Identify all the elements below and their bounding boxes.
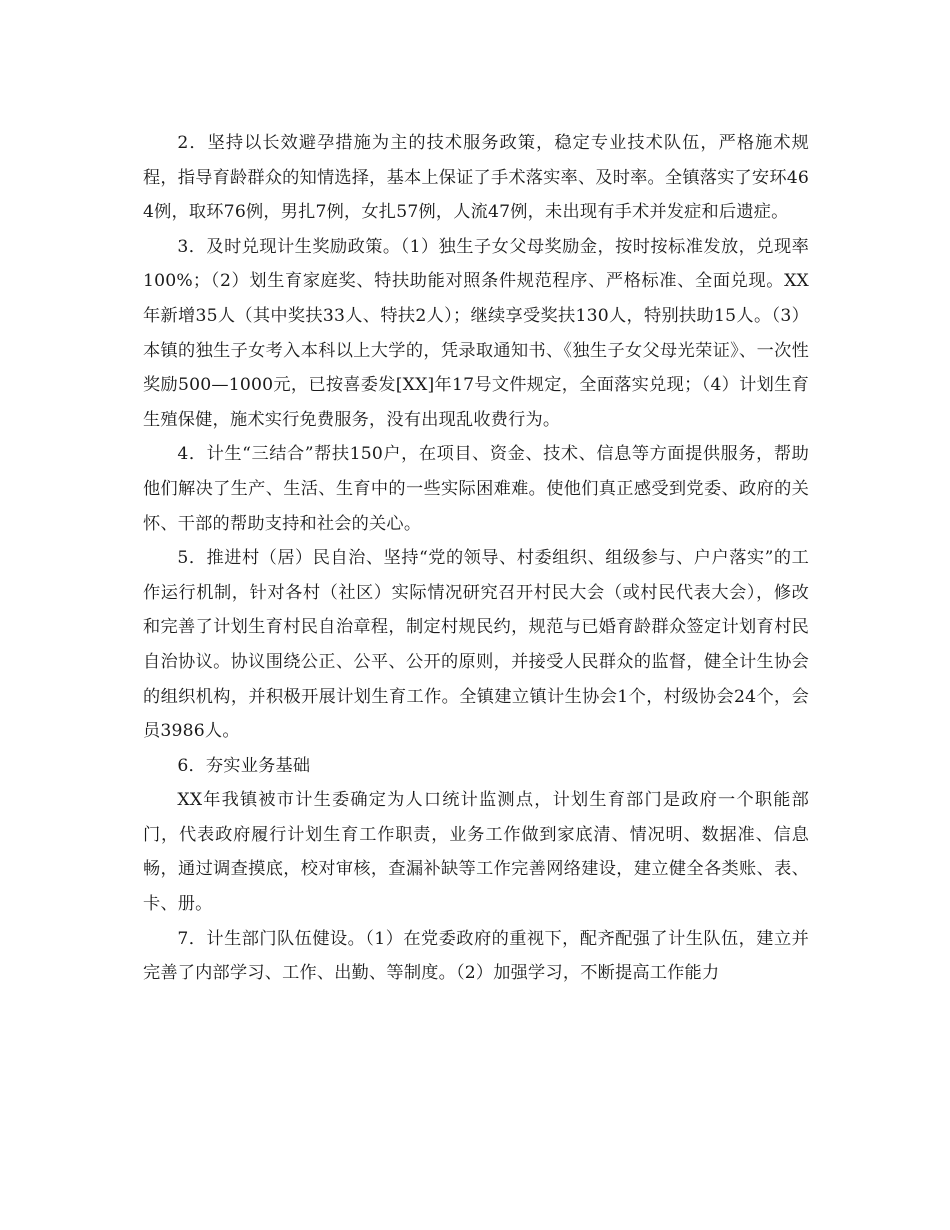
paragraph-6-heading: 6．夯实业务基础 (177, 755, 311, 776)
document-body (143, 126, 809, 991)
paragraph-3-rewards: 3．及时兑现计生奖励政策。（1）独生子女父母奖励金，按时按标准发放，兑现率100%；（2）划生育家庭奖、特扶助能对照条件规范程序、严格标准、全面兑现。XX年新增35人（其中奖扶33人、特扶2人）；继续享受奖扶130人，特别扶助15人。（3）本镇的独生子女考入本科以上大学的，凭录取通知书、《独生子女父母光荣证》、一次性奖励500—1000元，已按喜委发[XX]年17号文件规定，全面落实兑现；（4）计划生育生殖保健，施术实行免费服务，没有出现乱收费行为。 (143, 236, 809, 430)
paragraph-4-assistance: 4．计生“三结合”帮扶150户，在项目、资金、技术、信息等方面提供服务，帮助他们解决了生产、生活、生育中的一些实际困难难。使他们真正感受到党委、政府的关怀、干部的帮助支持和社会的关心。 (143, 444, 809, 534)
paragraph-7-team: 7．计生部门队伍健设。（1）在党委政府的重视下，配齐配强了计生队伍，建立并完善了内部学习、工作、出勤、等制度。（2）加强学习，不断提高工作能力 (143, 928, 809, 984)
paragraph-6-body: XX年我镇被市计生委确定为人口统计监测点，计划生育部门是政府一个职能部门，代表政府履行计划生育工作职责，业务工作做到家底清、情况明、数据准、信息畅，通过调查摸底，校对审核，查漏补缺等工作完善网络建设，建立健全各类账、表、卡、册。 (143, 790, 809, 915)
paragraph-2-contraception: 2．坚持以长效避孕措施为主的技术服务政策，稳定专业技术队伍，严格施术规程，指导育龄群众的知情选择，基本上保证了手术落实率、及时率。全镇落实了安环464例，取环76例，男扎7例，女扎57例，人流47例，未出现有手术并发症和后遗症。 (143, 133, 809, 223)
paragraph-5-self-governance: 5．推进村（居）民自治、坚持“党的领导、村委组织、组级参与、户户落实”的工作运行机制，针对各村（社区）实际情况研究召开村民大会（或村民代表大会），修改和完善了计划生育村民自治章程，制定村规民约，规范与已婚育龄群众签定计划育村民自治协议。协议围绕公正、公平、公开的原则，并接受人民群众的监督，健全计生协会的组织机构，并积极开展计划生育工作。全镇建立镇计生协会1个，村级协会24个，会员3986人。 (143, 548, 809, 742)
